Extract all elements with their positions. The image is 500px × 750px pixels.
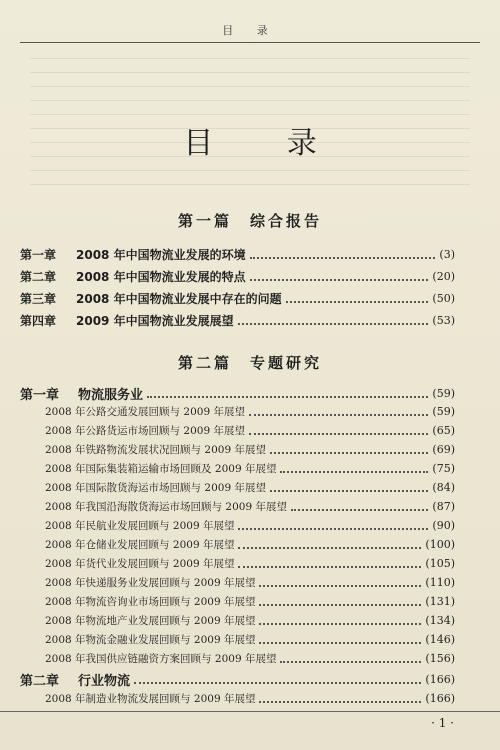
dot-leader <box>147 395 428 398</box>
dot-leader <box>238 527 428 530</box>
page-ref: (84) <box>432 481 455 494</box>
toc-section[interactable] <box>45 611 455 630</box>
running-header <box>20 14 480 42</box>
page-ref: (69) <box>432 443 455 456</box>
page-ref: (166) <box>425 672 455 686</box>
page-ref: (166) <box>425 692 455 705</box>
toc-section[interactable] <box>45 592 455 611</box>
toc-section[interactable] <box>45 649 455 668</box>
toc-section[interactable] <box>45 516 455 535</box>
dot-leader <box>250 256 436 259</box>
toc-chapter[interactable] <box>20 266 455 286</box>
dot-leader <box>280 660 421 663</box>
section-title: 2008 年制造业物流发展回顾与 2009 年展望 <box>45 693 256 705</box>
toc-section[interactable] <box>45 689 455 708</box>
page-ref: (100) <box>425 538 455 551</box>
page-ref: (87) <box>432 500 455 513</box>
chapter-number: 第二章 <box>20 269 57 284</box>
chapter-title: 2009 年中国物流业发展展望 <box>76 313 234 328</box>
toc-section[interactable] <box>45 421 455 440</box>
toc-chapter[interactable] <box>20 310 455 330</box>
dot-leader <box>249 413 428 416</box>
chapter-title: 行业物流 <box>78 673 131 689</box>
toc-chapter[interactable] <box>20 383 455 403</box>
chapter-number: 第一章 <box>20 387 60 403</box>
header-label: 目 录 <box>222 24 278 37</box>
toc-chapter[interactable] <box>20 669 455 689</box>
toc-section[interactable] <box>45 440 455 459</box>
page-ref: (134) <box>425 614 455 627</box>
toc-section[interactable] <box>45 497 455 516</box>
toc-section[interactable] <box>45 459 455 478</box>
page-ref: (156) <box>425 652 455 665</box>
chapter-title: 2008 年中国物流业发展中存在的问题 <box>76 291 282 306</box>
header-rule <box>20 42 480 43</box>
toc-chapter[interactable] <box>20 244 455 264</box>
dot-leader <box>280 470 428 473</box>
page-ref: (65) <box>432 424 455 437</box>
page-ref: (59) <box>432 386 455 400</box>
dot-leader <box>259 603 421 606</box>
page-ref: (75) <box>432 462 455 475</box>
chapter-number: 第一章 <box>20 247 57 262</box>
page-ref: (105) <box>425 557 455 570</box>
section-title: 2008 年货代业发展回顾与 2009 年展望 <box>45 558 235 570</box>
chapter-number: 第三章 <box>20 291 57 306</box>
toc-section[interactable] <box>45 535 455 554</box>
section-title: 2008 年国际集装箱运输市场回顾及 2009 年展望 <box>45 463 277 475</box>
chapter-title: 2008 年中国物流业发展的环境 <box>76 247 246 262</box>
dot-leader <box>259 622 421 625</box>
toc-section[interactable] <box>45 478 455 497</box>
dot-leader <box>238 565 421 568</box>
page-ref: (3) <box>439 247 455 261</box>
toc-section[interactable] <box>45 630 455 649</box>
chapter-number: 第二章 <box>20 673 60 689</box>
dot-leader <box>291 508 428 511</box>
chapter-title: 物流服务业 <box>78 387 144 403</box>
page-ref: (90) <box>432 519 455 532</box>
page-number: · 1 · <box>431 716 454 730</box>
chapter-number: 第四章 <box>20 313 57 328</box>
section-title: 2008 年国际散货海运市场回顾与 2009 年展望 <box>45 482 266 494</box>
section-title: 2008 年快递服务业发展回顾与 2009 年展望 <box>45 577 256 589</box>
dot-leader <box>238 546 421 549</box>
dot-leader <box>249 432 428 435</box>
page-ref: (146) <box>425 633 455 646</box>
toc-section[interactable] <box>45 402 455 421</box>
toc-section[interactable] <box>45 554 455 573</box>
section-title: 2008 年公路交通发展回顾与 2009 年展望 <box>45 406 245 418</box>
dot-leader <box>259 700 421 703</box>
dot-leader <box>134 681 421 684</box>
section-title: 2008 年物流地产业发展回顾与 2009 年展望 <box>45 615 256 627</box>
section-title: 2008 年物流咨询业市场回顾与 2009 年展望 <box>45 596 256 608</box>
dot-leader <box>286 300 429 303</box>
part-two-title: 第二篇 专题研究 <box>177 354 322 372</box>
part-one-title: 第一篇 综合报告 <box>177 212 322 230</box>
page-ref: (110) <box>425 576 455 589</box>
page-ref: (53) <box>432 313 455 327</box>
dot-leader <box>250 278 429 281</box>
section-title: 2008 年我国沿海散货海运市场回顾与 2009 年展望 <box>45 501 287 513</box>
footer-rule <box>0 711 500 712</box>
section-title: 2008 年公路货运市场回顾与 2009 年展望 <box>45 425 245 437</box>
section-title: 2008 年我国供应链融资方案回顾与 2009 年展望 <box>45 653 277 665</box>
dot-leader <box>259 641 421 644</box>
page-ref: (20) <box>432 269 455 283</box>
dot-leader <box>270 489 428 492</box>
section-title: 2008 年仓储业发展回顾与 2009 年展望 <box>45 539 235 551</box>
page-ref: (131) <box>425 595 455 608</box>
section-title: 2008 年铁路物流发展状况回顾与 2009 年展望 <box>45 444 266 456</box>
toc-chapter[interactable] <box>20 288 455 308</box>
chapter-title: 2008 年中国物流业发展的特点 <box>76 269 246 284</box>
page-ref: (59) <box>432 405 455 418</box>
section-title: 2008 年物流金融业发展回顾与 2009 年展望 <box>45 634 256 646</box>
section-title: 2008 年民航业发展回顾与 2009 年展望 <box>45 520 235 532</box>
dot-leader <box>259 584 421 587</box>
dot-leader <box>238 322 429 325</box>
dot-leader <box>270 451 428 454</box>
page-title: 目 录 <box>183 126 349 161</box>
page-ref: (50) <box>432 291 455 305</box>
toc-section[interactable] <box>45 573 455 592</box>
